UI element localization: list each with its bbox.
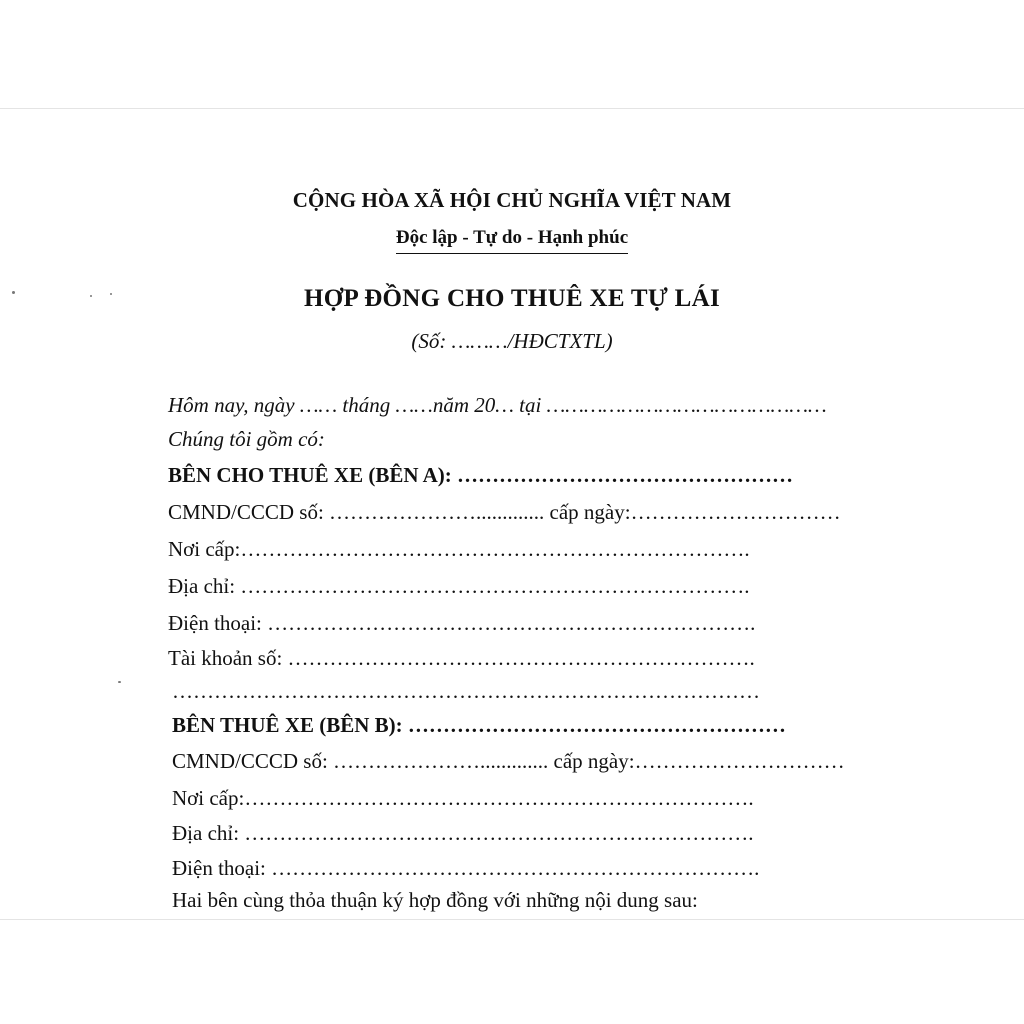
parties-intro: Chúng tôi gồm có: — [168, 427, 325, 451]
party-b-id-line: CMND/CCCD số: …………………............. cấp ngày:………………………… — [172, 749, 845, 773]
party-a-address: Địa chỉ: ………………………………………………………………. — [168, 574, 750, 598]
party-a-account: Tài khoản số: …………………………………………………………. — [168, 646, 755, 670]
motto-wrapper — [0, 227, 1024, 254]
party-a-heading: BÊN CHO THUÊ XE (BÊN A): ………………………………………… — [168, 463, 793, 487]
party-b-address: Địa chỉ: ………………………………………………………………. — [172, 821, 754, 845]
party-b-phone: Điện thoại: ……………………………………………………………. — [172, 856, 760, 880]
party-a-phone: Điện thoại: ……………………………………………………………. — [168, 611, 756, 635]
party-a-issued-place: Nơi cấp:………………………………………………………………. — [168, 537, 750, 561]
party-b-issued-place: Nơi cấp:………………………………………………………………. — [172, 786, 754, 810]
contract-number: (Số: ………/HĐCTXTL) — [411, 329, 613, 353]
party-a-id-line: CMND/CCCD số: …………………............. cấp ngày:………………………… — [168, 500, 841, 524]
national-motto: Độc lập - Tự do - Hạnh phúc — [396, 227, 628, 254]
contract-document — [0, 108, 1024, 920]
party-a-account-continuation: ………………………………………………………………………… — [172, 679, 760, 703]
party-b-heading: BÊN THUÊ XE (BÊN B): ……………………………………………… — [172, 713, 786, 737]
contract-title: HỢP ĐỒNG CHO THUÊ XE TỰ LÁI — [303, 285, 721, 312]
national-header: CỘNG HÒA XÃ HỘI CHỦ NGHĨA VIỆT NAM — [292, 188, 732, 212]
scan-speck — [118, 681, 121, 683]
agreement-text: Hai bên cùng thỏa thuận ký hợp đồng với những nội dung sau: — [172, 888, 698, 912]
date-place-line: Hôm nay, ngày …… tháng ……năm 20… tại ……………………………………… — [168, 393, 827, 417]
